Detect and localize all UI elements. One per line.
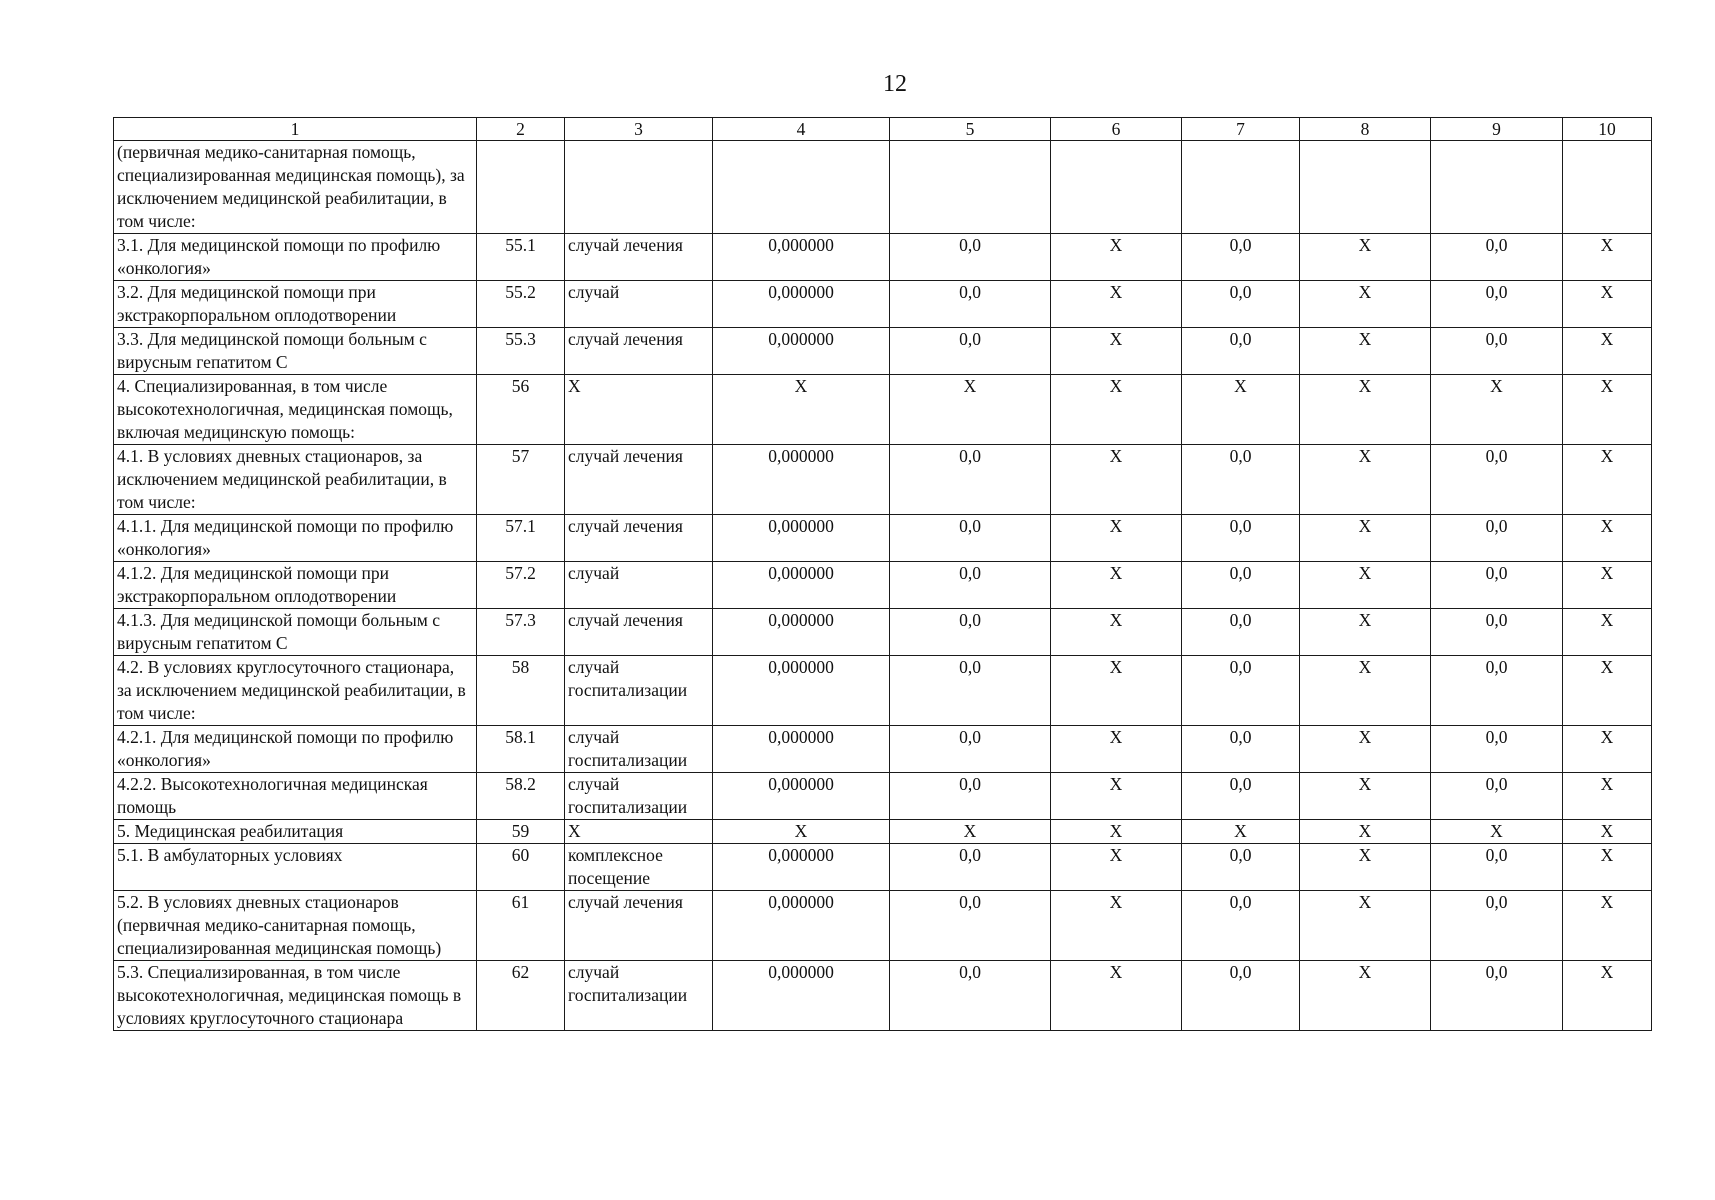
table-row xyxy=(114,609,1652,656)
value-cell: 0,0 xyxy=(1182,445,1300,515)
table-row xyxy=(114,656,1652,726)
value-cell: 0,0 xyxy=(1182,328,1300,375)
value-cell: 0,0 xyxy=(890,234,1051,281)
data-table xyxy=(113,117,1652,1031)
value-cell: X xyxy=(1300,375,1431,445)
row-label-cell: 4.1.3. Для медицинской помощи больным с вирусным гепатитом С xyxy=(114,609,477,656)
unit-cell: случай лечения xyxy=(565,234,713,281)
value-cell: 0,0 xyxy=(890,281,1051,328)
row-code-cell: 57 xyxy=(477,445,565,515)
value-cell: 0,000000 xyxy=(713,562,890,609)
value-cell: X xyxy=(1182,375,1300,445)
value-cell: 0,000000 xyxy=(713,515,890,562)
table-row xyxy=(114,445,1652,515)
value-cell: X xyxy=(1563,234,1652,281)
value-cell: 0,0 xyxy=(1182,844,1300,891)
value-cell: X xyxy=(1300,844,1431,891)
table-row xyxy=(114,141,1652,234)
value-cell: X xyxy=(1300,656,1431,726)
value-cell xyxy=(1300,141,1431,234)
row-code-cell: 55.1 xyxy=(477,234,565,281)
value-cell: 0,000000 xyxy=(713,445,890,515)
value-cell: X xyxy=(1300,726,1431,773)
value-cell: 0,0 xyxy=(1182,656,1300,726)
value-cell: 0,0 xyxy=(1431,773,1563,820)
unit-cell: комплексное посещение xyxy=(565,844,713,891)
row-code-cell: 57.3 xyxy=(477,609,565,656)
value-cell: X xyxy=(1051,609,1182,656)
row-label-cell: 5. Медицинская реабилитация xyxy=(114,820,477,844)
value-cell: X xyxy=(713,375,890,445)
row-label-cell: 3.2. Для медицинской помощи при экстракорпоральном оплодотворении xyxy=(114,281,477,328)
value-cell: X xyxy=(1300,445,1431,515)
value-cell: X xyxy=(1182,820,1300,844)
table-header-row xyxy=(114,118,1652,141)
unit-cell: случай госпитализации xyxy=(565,773,713,820)
value-cell: 0,0 xyxy=(1431,234,1563,281)
value-cell: 0,0 xyxy=(1431,515,1563,562)
value-cell: 0,0 xyxy=(1431,328,1563,375)
row-code-cell: 57.2 xyxy=(477,562,565,609)
value-cell: 0,0 xyxy=(890,445,1051,515)
value-cell: X xyxy=(1563,820,1652,844)
value-cell: X xyxy=(1051,445,1182,515)
value-cell: 0,0 xyxy=(890,726,1051,773)
value-cell: 0,0 xyxy=(1431,445,1563,515)
value-cell: 0,000000 xyxy=(713,891,890,961)
table-row xyxy=(114,844,1652,891)
value-cell: 0,0 xyxy=(890,773,1051,820)
value-cell: X xyxy=(1051,726,1182,773)
value-cell: 0,0 xyxy=(890,844,1051,891)
value-cell: X xyxy=(1300,820,1431,844)
value-cell: X xyxy=(1051,281,1182,328)
unit-cell: X xyxy=(565,375,713,445)
row-label-cell: (первичная медико-санитарная помощь, специализированная медицинская помощь), за исключением медицинской реабилитации, в том числе: xyxy=(114,141,477,234)
value-cell xyxy=(890,141,1051,234)
value-cell: 0,0 xyxy=(1182,891,1300,961)
unit-cell: случай госпитализации xyxy=(565,726,713,773)
value-cell: 0,0 xyxy=(1182,773,1300,820)
value-cell: X xyxy=(1051,234,1182,281)
row-code-cell: 57.1 xyxy=(477,515,565,562)
value-cell: 0,0 xyxy=(1431,844,1563,891)
value-cell: X xyxy=(1051,562,1182,609)
value-cell: X xyxy=(1431,820,1563,844)
value-cell: 0,0 xyxy=(890,891,1051,961)
value-cell xyxy=(1431,141,1563,234)
table-row xyxy=(114,328,1652,375)
row-label-cell: 5.3. Специализированная, в том числе высокотехнологичная, медицинская помощь в условиях круглосуточного стационара xyxy=(114,961,477,1031)
row-label-cell: 4.1.2. Для медицинской помощи при экстракорпоральном оплодотворении xyxy=(114,562,477,609)
value-cell: 0,0 xyxy=(1431,961,1563,1031)
value-cell: 0,0 xyxy=(890,328,1051,375)
table-row xyxy=(114,891,1652,961)
value-cell: 0,0 xyxy=(1431,609,1563,656)
value-cell: X xyxy=(1563,375,1652,445)
value-cell: X xyxy=(1563,445,1652,515)
value-cell: 0,000000 xyxy=(713,844,890,891)
value-cell: X xyxy=(1300,773,1431,820)
unit-cell: случай лечения xyxy=(565,328,713,375)
row-label-cell: 5.2. В условиях дневных стационаров (первичная медико-санитарная помощь, специализированная медицинская помощь) xyxy=(114,891,477,961)
value-cell: X xyxy=(1563,281,1652,328)
unit-cell: X xyxy=(565,820,713,844)
value-cell: 0,0 xyxy=(890,961,1051,1031)
value-cell: 0,0 xyxy=(890,609,1051,656)
column-number-header: 7 xyxy=(1182,118,1300,141)
row-label-cell: 4.2.2. Высокотехнологичная медицинская помощь xyxy=(114,773,477,820)
column-number-header: 3 xyxy=(565,118,713,141)
value-cell: 0,000000 xyxy=(713,726,890,773)
table-row xyxy=(114,375,1652,445)
value-cell: X xyxy=(1051,844,1182,891)
table-row xyxy=(114,234,1652,281)
unit-cell: случай xyxy=(565,562,713,609)
value-cell: 0,0 xyxy=(1182,961,1300,1031)
value-cell: X xyxy=(1563,961,1652,1031)
row-code-cell: 58 xyxy=(477,656,565,726)
row-label-cell: 5.1. В амбулаторных условиях xyxy=(114,844,477,891)
value-cell: X xyxy=(1051,820,1182,844)
value-cell: 0,000000 xyxy=(713,234,890,281)
value-cell: X xyxy=(1563,773,1652,820)
table-row xyxy=(114,726,1652,773)
column-number-header: 5 xyxy=(890,118,1051,141)
row-code-cell: 55.2 xyxy=(477,281,565,328)
value-cell: X xyxy=(1051,328,1182,375)
value-cell: 0,0 xyxy=(1182,234,1300,281)
value-cell: X xyxy=(1300,891,1431,961)
value-cell: 0,000000 xyxy=(713,609,890,656)
value-cell: X xyxy=(1300,328,1431,375)
value-cell: X xyxy=(1563,891,1652,961)
value-cell: 0,0 xyxy=(1182,726,1300,773)
row-code-cell: 62 xyxy=(477,961,565,1031)
unit-cell xyxy=(565,141,713,234)
table-row xyxy=(114,773,1652,820)
value-cell: X xyxy=(1300,515,1431,562)
value-cell: X xyxy=(1563,609,1652,656)
unit-cell: случай xyxy=(565,281,713,328)
value-cell xyxy=(1563,141,1652,234)
row-code-cell: 61 xyxy=(477,891,565,961)
value-cell: X xyxy=(1563,515,1652,562)
value-cell: 0,0 xyxy=(890,562,1051,609)
value-cell: 0,0 xyxy=(1182,562,1300,609)
column-number-header: 10 xyxy=(1563,118,1652,141)
value-cell: 0,000000 xyxy=(713,656,890,726)
row-label-cell: 4. Специализированная, в том числе высокотехнологичная, медицинская помощь, включая медицинскую помощь: xyxy=(114,375,477,445)
value-cell: X xyxy=(1300,609,1431,656)
unit-cell: случай лечения xyxy=(565,515,713,562)
unit-cell: случай госпитализации xyxy=(565,961,713,1031)
value-cell: 0,0 xyxy=(1182,515,1300,562)
unit-cell: случай лечения xyxy=(565,609,713,656)
value-cell: 0,0 xyxy=(1431,726,1563,773)
value-cell: 0,000000 xyxy=(713,328,890,375)
value-cell: X xyxy=(1300,234,1431,281)
column-number-header: 8 xyxy=(1300,118,1431,141)
table-row xyxy=(114,281,1652,328)
value-cell: X xyxy=(1300,281,1431,328)
row-label-cell: 4.2. В условиях круглосуточного стационара, за исключением медицинской реабилитации, в том числе: xyxy=(114,656,477,726)
row-label-cell: 3.3. Для медицинской помощи больным с вирусным гепатитом С xyxy=(114,328,477,375)
value-cell: 0,0 xyxy=(1431,562,1563,609)
page-number: 12 xyxy=(883,71,907,97)
value-cell: X xyxy=(1300,961,1431,1031)
row-label-cell: 4.1. В условиях дневных стационаров, за исключением медицинской реабилитации, в том числе: xyxy=(114,445,477,515)
unit-cell: случай лечения xyxy=(565,445,713,515)
value-cell: X xyxy=(890,375,1051,445)
row-code-cell: 58.1 xyxy=(477,726,565,773)
value-cell: X xyxy=(1563,656,1652,726)
table-row xyxy=(114,820,1652,844)
table-row xyxy=(114,515,1652,562)
value-cell: X xyxy=(1563,726,1652,773)
value-cell: X xyxy=(1300,562,1431,609)
column-number-header: 9 xyxy=(1431,118,1563,141)
value-cell: X xyxy=(1051,773,1182,820)
value-cell: X xyxy=(1563,844,1652,891)
value-cell: 0,000000 xyxy=(713,961,890,1031)
value-cell: 0,000000 xyxy=(713,281,890,328)
value-cell: X xyxy=(713,820,890,844)
value-cell: 0,0 xyxy=(1431,281,1563,328)
value-cell: 0,0 xyxy=(1182,609,1300,656)
row-label-cell: 4.2.1. Для медицинской помощи по профилю «онкология» xyxy=(114,726,477,773)
value-cell: 0,000000 xyxy=(713,773,890,820)
table-row xyxy=(114,562,1652,609)
table-row xyxy=(114,961,1652,1031)
column-number-header: 6 xyxy=(1051,118,1182,141)
value-cell: X xyxy=(1051,961,1182,1031)
row-code-cell: 60 xyxy=(477,844,565,891)
row-label-cell: 4.1.1. Для медицинской помощи по профилю «онкология» xyxy=(114,515,477,562)
row-label-cell: 3.1. Для медицинской помощи по профилю «онкология» xyxy=(114,234,477,281)
column-number-header: 1 xyxy=(114,118,477,141)
value-cell: 0,0 xyxy=(1182,281,1300,328)
column-number-header: 4 xyxy=(713,118,890,141)
value-cell: X xyxy=(1051,656,1182,726)
value-cell: X xyxy=(1431,375,1563,445)
value-cell: 0,0 xyxy=(890,515,1051,562)
value-cell: 0,0 xyxy=(1431,656,1563,726)
row-code-cell xyxy=(477,141,565,234)
value-cell: X xyxy=(1563,328,1652,375)
value-cell: X xyxy=(1051,515,1182,562)
value-cell: X xyxy=(1051,375,1182,445)
value-cell: 0,0 xyxy=(1431,891,1563,961)
unit-cell: случай госпитализации xyxy=(565,656,713,726)
value-cell: X xyxy=(1563,562,1652,609)
row-code-cell: 56 xyxy=(477,375,565,445)
row-code-cell: 55.3 xyxy=(477,328,565,375)
value-cell: X xyxy=(890,820,1051,844)
column-number-header: 2 xyxy=(477,118,565,141)
value-cell: 0,0 xyxy=(890,656,1051,726)
value-cell xyxy=(713,141,890,234)
row-code-cell: 58.2 xyxy=(477,773,565,820)
row-code-cell: 59 xyxy=(477,820,565,844)
value-cell: X xyxy=(1051,891,1182,961)
unit-cell: случай лечения xyxy=(565,891,713,961)
value-cell xyxy=(1051,141,1182,234)
value-cell xyxy=(1182,141,1300,234)
